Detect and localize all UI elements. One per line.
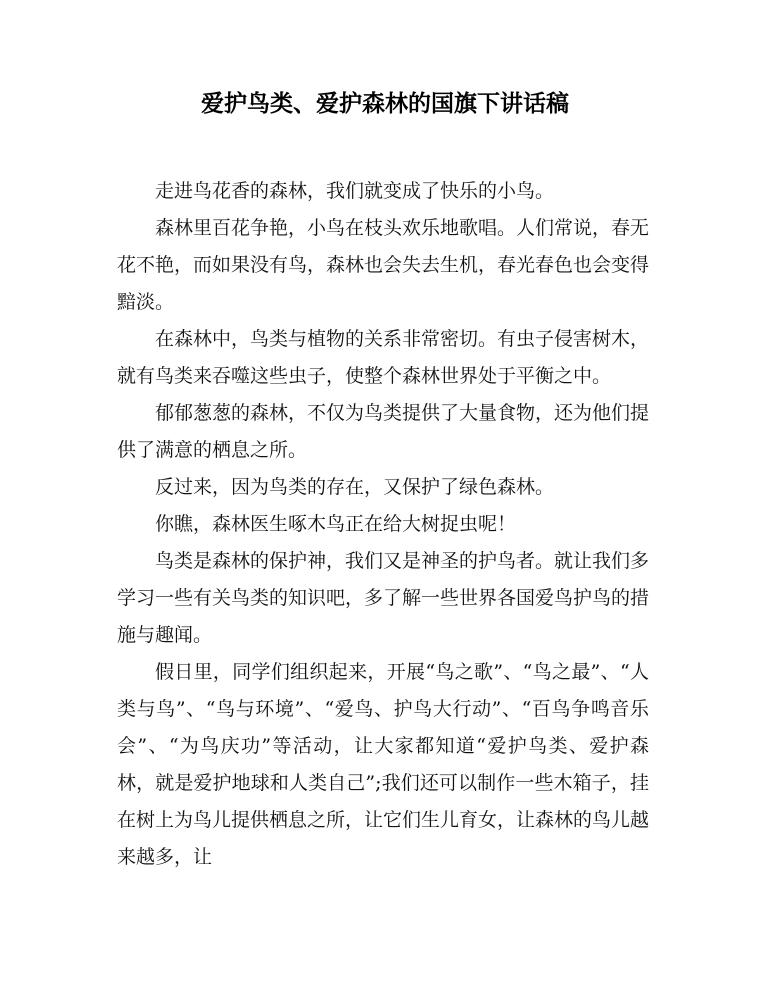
document-body — [117, 173, 649, 876]
paragraph-8: 假日里，同学们组织起来，开展“鸟之歌”、“鸟之最”、“人类与鸟”、“鸟与环境”、“爱鸟、护鸟大行动”、“百鸟争鸣音乐会”、“为鸟庆功”等活动，让大家都知道“爱护鸟类、爱护森林，就是爱护地球和人类自己”;我们还可以制作一些木箱子，挂在树上为鸟儿提供栖息之所，让它们生儿育女，让森林的鸟儿越来越多，让 — [117, 661, 650, 868]
paragraph-3: 在森林中，鸟类与植物的关系非常密切。有虫子侵害树木，就有鸟类来吞噬这些虫子，使整个森林世界处于平衡之中。 — [117, 328, 650, 387]
paragraph-5: 反过来，因为鸟类的存在，又保护了绿色森林。 — [155, 476, 555, 498]
paragraph-7: 鸟类是森林的保护神，我们又是神圣的护鸟者。就让我们多学习一些有关鸟类的知识吧，多了解一些世界各国爱鸟护鸟的措施与趣闻。 — [117, 550, 650, 646]
paragraph-1: 走进鸟花香的森林，我们就变成了快乐的小鸟。 — [155, 180, 555, 202]
paragraph-6: 你瞧，森林医生啄木鸟正在给大树捉虫呢！ — [155, 513, 517, 535]
paragraph-4: 郁郁葱葱的森林，不仅为鸟类提供了大量食物，还为他们提供了满意的栖息之所。 — [117, 402, 650, 461]
paragraph-2: 森林里百花争艳，小鸟在枝头欢乐地歌唱。人们常说，春无花不艳，而如果没有鸟，森林也会失去生机，春光春色也会变得黯淡。 — [117, 217, 650, 313]
document-title: 爱护鸟类、爱护森林的国旗下讲话稿 — [201, 91, 569, 117]
